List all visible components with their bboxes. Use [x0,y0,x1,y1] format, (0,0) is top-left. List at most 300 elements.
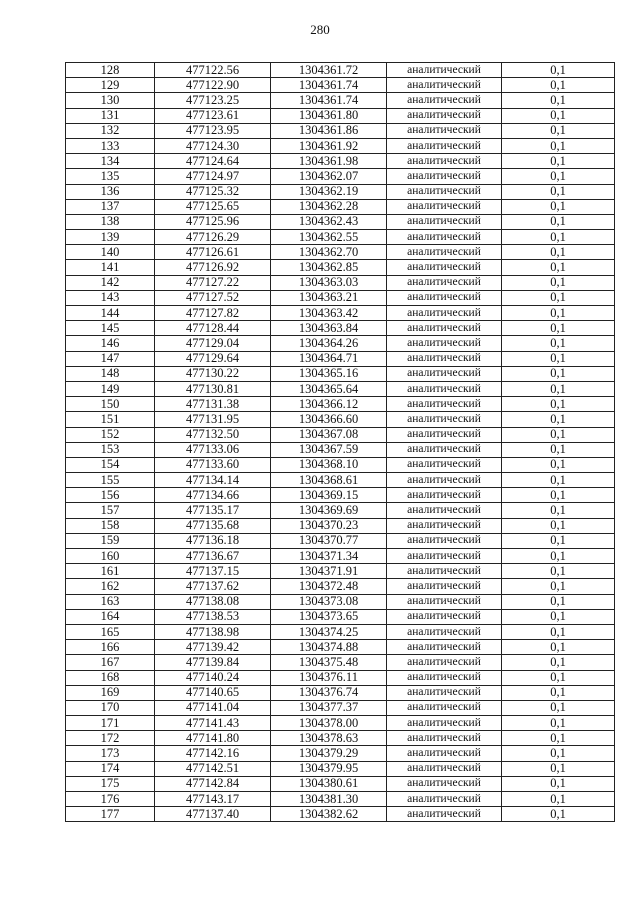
y-coordinate-cell: 1304362.85 [271,260,387,275]
x-coordinate-cell: 477131.95 [155,412,271,427]
method-cell: аналитический [387,154,502,169]
table-row [66,807,615,822]
accuracy-cell: 0,1 [502,533,615,548]
table-row [66,321,615,336]
x-coordinate-cell: 477130.22 [155,366,271,381]
accuracy-cell: 0,1 [502,290,615,305]
method-cell: аналитический [387,640,502,655]
point-number-cell: 173 [66,746,155,761]
table-row [66,533,615,548]
method-cell: аналитический [387,488,502,503]
point-number-cell: 167 [66,655,155,670]
accuracy-cell: 0,1 [502,245,615,260]
table-row [66,457,615,472]
point-number-cell: 168 [66,670,155,685]
method-cell: аналитический [387,351,502,366]
x-coordinate-cell: 477141.04 [155,700,271,715]
accuracy-cell: 0,1 [502,214,615,229]
y-coordinate-cell: 1304377.37 [271,700,387,715]
accuracy-cell: 0,1 [502,154,615,169]
y-coordinate-cell: 1304361.92 [271,138,387,153]
method-cell: аналитический [387,230,502,245]
table-row [66,230,615,245]
method-cell: аналитический [387,624,502,639]
accuracy-cell: 0,1 [502,336,615,351]
accuracy-cell: 0,1 [502,230,615,245]
method-cell: аналитический [387,746,502,761]
point-number-cell: 159 [66,533,155,548]
point-number-cell: 129 [66,78,155,93]
method-cell: аналитический [387,518,502,533]
method-cell: аналитический [387,761,502,776]
y-coordinate-cell: 1304374.88 [271,640,387,655]
y-coordinate-cell: 1304363.84 [271,321,387,336]
x-coordinate-cell: 477133.60 [155,457,271,472]
y-coordinate-cell: 1304370.23 [271,518,387,533]
table-row [66,199,615,214]
method-cell: аналитический [387,427,502,442]
table-row [66,214,615,229]
accuracy-cell: 0,1 [502,63,615,78]
method-cell: аналитический [387,594,502,609]
y-coordinate-cell: 1304365.64 [271,381,387,396]
accuracy-cell: 0,1 [502,579,615,594]
accuracy-cell: 0,1 [502,488,615,503]
point-number-cell: 137 [66,199,155,214]
x-coordinate-cell: 477129.64 [155,351,271,366]
y-coordinate-cell: 1304365.16 [271,366,387,381]
y-coordinate-cell: 1304371.34 [271,549,387,564]
accuracy-cell: 0,1 [502,655,615,670]
y-coordinate-cell: 1304371.91 [271,564,387,579]
accuracy-cell: 0,1 [502,381,615,396]
method-cell: аналитический [387,503,502,518]
table-row [66,609,615,624]
table-row [66,93,615,108]
coordinates-table-body [66,63,615,822]
method-cell: аналитический [387,214,502,229]
method-cell: аналитический [387,579,502,594]
accuracy-cell: 0,1 [502,716,615,731]
point-number-cell: 153 [66,442,155,457]
point-number-cell: 134 [66,154,155,169]
point-number-cell: 152 [66,427,155,442]
point-number-cell: 150 [66,397,155,412]
accuracy-cell: 0,1 [502,306,615,321]
point-number-cell: 142 [66,275,155,290]
y-coordinate-cell: 1304378.63 [271,731,387,746]
x-coordinate-cell: 477139.42 [155,640,271,655]
point-number-cell: 158 [66,518,155,533]
x-coordinate-cell: 477122.90 [155,78,271,93]
x-coordinate-cell: 477128.44 [155,321,271,336]
accuracy-cell: 0,1 [502,685,615,700]
x-coordinate-cell: 477130.81 [155,381,271,396]
point-number-cell: 135 [66,169,155,184]
y-coordinate-cell: 1304376.74 [271,685,387,700]
y-coordinate-cell: 1304361.86 [271,123,387,138]
table-row [66,716,615,731]
y-coordinate-cell: 1304368.10 [271,457,387,472]
point-number-cell: 149 [66,381,155,396]
table-row [66,761,615,776]
x-coordinate-cell: 477140.65 [155,685,271,700]
page-number: 280 [310,22,330,37]
method-cell: аналитический [387,670,502,685]
point-number-cell: 147 [66,351,155,366]
table-row [66,488,615,503]
point-number-cell: 143 [66,290,155,305]
accuracy-cell: 0,1 [502,169,615,184]
table-row [66,397,615,412]
point-number-cell: 156 [66,488,155,503]
accuracy-cell: 0,1 [502,776,615,791]
method-cell: аналитический [387,169,502,184]
accuracy-cell: 0,1 [502,518,615,533]
method-cell: аналитический [387,184,502,199]
point-number-cell: 161 [66,564,155,579]
method-cell: аналитический [387,609,502,624]
point-number-cell: 171 [66,716,155,731]
accuracy-cell: 0,1 [502,503,615,518]
accuracy-cell: 0,1 [502,351,615,366]
table-row [66,351,615,366]
y-coordinate-cell: 1304370.77 [271,533,387,548]
point-number-cell: 140 [66,245,155,260]
x-coordinate-cell: 477141.43 [155,716,271,731]
accuracy-cell: 0,1 [502,138,615,153]
y-coordinate-cell: 1304362.55 [271,230,387,245]
point-number-cell: 133 [66,138,155,153]
table-row [66,366,615,381]
accuracy-cell: 0,1 [502,549,615,564]
accuracy-cell: 0,1 [502,366,615,381]
table-row [66,685,615,700]
x-coordinate-cell: 477125.96 [155,214,271,229]
x-coordinate-cell: 477137.62 [155,579,271,594]
y-coordinate-cell: 1304361.80 [271,108,387,123]
accuracy-cell: 0,1 [502,78,615,93]
x-coordinate-cell: 477138.53 [155,609,271,624]
point-number-cell: 174 [66,761,155,776]
method-cell: аналитический [387,700,502,715]
method-cell: аналитический [387,776,502,791]
method-cell: аналитический [387,78,502,93]
table-row [66,746,615,761]
table-row [66,381,615,396]
y-coordinate-cell: 1304372.48 [271,579,387,594]
y-coordinate-cell: 1304364.26 [271,336,387,351]
method-cell: аналитический [387,63,502,78]
x-coordinate-cell: 477139.84 [155,655,271,670]
point-number-cell: 176 [66,792,155,807]
table-row [66,78,615,93]
x-coordinate-cell: 477142.84 [155,776,271,791]
y-coordinate-cell: 1304373.65 [271,609,387,624]
accuracy-cell: 0,1 [502,123,615,138]
table-row [66,138,615,153]
y-coordinate-cell: 1304369.69 [271,503,387,518]
method-cell: аналитический [387,138,502,153]
accuracy-cell: 0,1 [502,807,615,822]
x-coordinate-cell: 477134.66 [155,488,271,503]
table-row [66,594,615,609]
table-row [66,108,615,123]
method-cell: аналитический [387,564,502,579]
x-coordinate-cell: 477134.14 [155,473,271,488]
point-number-cell: 177 [66,807,155,822]
x-coordinate-cell: 477142.16 [155,746,271,761]
x-coordinate-cell: 477127.82 [155,306,271,321]
table-row [66,306,615,321]
method-cell: аналитический [387,412,502,427]
point-number-cell: 146 [66,336,155,351]
table-row [66,518,615,533]
table-row [66,579,615,594]
table-row [66,655,615,670]
method-cell: аналитический [387,655,502,670]
table-row [66,63,615,78]
method-cell: аналитический [387,336,502,351]
point-number-cell: 151 [66,412,155,427]
x-coordinate-cell: 477138.98 [155,624,271,639]
accuracy-cell: 0,1 [502,670,615,685]
y-coordinate-cell: 1304381.30 [271,792,387,807]
accuracy-cell: 0,1 [502,412,615,427]
accuracy-cell: 0,1 [502,640,615,655]
table-row [66,336,615,351]
y-coordinate-cell: 1304375.48 [271,655,387,670]
point-number-cell: 164 [66,609,155,624]
x-coordinate-cell: 477135.68 [155,518,271,533]
x-coordinate-cell: 477124.64 [155,154,271,169]
x-coordinate-cell: 477143.17 [155,792,271,807]
method-cell: аналитический [387,199,502,214]
point-number-cell: 128 [66,63,155,78]
accuracy-cell: 0,1 [502,731,615,746]
method-cell: аналитический [387,731,502,746]
table-row [66,123,615,138]
method-cell: аналитический [387,716,502,731]
table-row [66,169,615,184]
point-number-cell: 162 [66,579,155,594]
y-coordinate-cell: 1304363.21 [271,290,387,305]
method-cell: аналитический [387,321,502,336]
x-coordinate-cell: 477126.61 [155,245,271,260]
x-coordinate-cell: 477124.97 [155,169,271,184]
x-coordinate-cell: 477141.80 [155,731,271,746]
x-coordinate-cell: 477137.40 [155,807,271,822]
table-row [66,412,615,427]
y-coordinate-cell: 1304363.42 [271,306,387,321]
x-coordinate-cell: 477138.08 [155,594,271,609]
x-coordinate-cell: 477125.32 [155,184,271,199]
y-coordinate-cell: 1304382.62 [271,807,387,822]
x-coordinate-cell: 477126.29 [155,230,271,245]
y-coordinate-cell: 1304362.28 [271,199,387,214]
accuracy-cell: 0,1 [502,321,615,336]
accuracy-cell: 0,1 [502,473,615,488]
accuracy-cell: 0,1 [502,761,615,776]
table-row [66,670,615,685]
point-number-cell: 139 [66,230,155,245]
x-coordinate-cell: 477123.61 [155,108,271,123]
point-number-cell: 163 [66,594,155,609]
accuracy-cell: 0,1 [502,260,615,275]
x-coordinate-cell: 477126.92 [155,260,271,275]
point-number-cell: 169 [66,685,155,700]
y-coordinate-cell: 1304373.08 [271,594,387,609]
method-cell: аналитический [387,442,502,457]
table-row [66,245,615,260]
table-row [66,290,615,305]
point-number-cell: 145 [66,321,155,336]
method-cell: аналитический [387,792,502,807]
x-coordinate-cell: 477123.95 [155,123,271,138]
y-coordinate-cell: 1304361.72 [271,63,387,78]
method-cell: аналитический [387,290,502,305]
x-coordinate-cell: 477127.52 [155,290,271,305]
point-number-cell: 141 [66,260,155,275]
y-coordinate-cell: 1304363.03 [271,275,387,290]
table-row [66,427,615,442]
y-coordinate-cell: 1304362.19 [271,184,387,199]
point-number-cell: 144 [66,306,155,321]
table-row [66,154,615,169]
point-number-cell: 166 [66,640,155,655]
accuracy-cell: 0,1 [502,624,615,639]
method-cell: аналитический [387,457,502,472]
accuracy-cell: 0,1 [502,108,615,123]
accuracy-cell: 0,1 [502,275,615,290]
x-coordinate-cell: 477122.56 [155,63,271,78]
table-row [66,549,615,564]
x-coordinate-cell: 477137.15 [155,564,271,579]
y-coordinate-cell: 1304367.59 [271,442,387,457]
point-number-cell: 155 [66,473,155,488]
method-cell: аналитический [387,533,502,548]
table-row [66,260,615,275]
point-number-cell: 165 [66,624,155,639]
y-coordinate-cell: 1304379.95 [271,761,387,776]
table-row [66,640,615,655]
x-coordinate-cell: 477132.50 [155,427,271,442]
accuracy-cell: 0,1 [502,199,615,214]
accuracy-cell: 0,1 [502,442,615,457]
point-number-cell: 154 [66,457,155,472]
method-cell: аналитический [387,366,502,381]
y-coordinate-cell: 1304366.12 [271,397,387,412]
y-coordinate-cell: 1304364.71 [271,351,387,366]
method-cell: аналитический [387,260,502,275]
method-cell: аналитический [387,685,502,700]
method-cell: аналитический [387,807,502,822]
point-number-cell: 175 [66,776,155,791]
table-row [66,184,615,199]
y-coordinate-cell: 1304376.11 [271,670,387,685]
x-coordinate-cell: 477124.30 [155,138,271,153]
method-cell: аналитический [387,397,502,412]
x-coordinate-cell: 477136.18 [155,533,271,548]
x-coordinate-cell: 477127.22 [155,275,271,290]
method-cell: аналитический [387,473,502,488]
method-cell: аналитический [387,245,502,260]
x-coordinate-cell: 477142.51 [155,761,271,776]
y-coordinate-cell: 1304368.61 [271,473,387,488]
x-coordinate-cell: 477140.24 [155,670,271,685]
method-cell: аналитический [387,275,502,290]
y-coordinate-cell: 1304379.29 [271,746,387,761]
table-row [66,473,615,488]
y-coordinate-cell: 1304374.25 [271,624,387,639]
accuracy-cell: 0,1 [502,184,615,199]
point-number-cell: 148 [66,366,155,381]
point-number-cell: 131 [66,108,155,123]
accuracy-cell: 0,1 [502,397,615,412]
x-coordinate-cell: 477135.17 [155,503,271,518]
point-number-cell: 172 [66,731,155,746]
method-cell: аналитический [387,108,502,123]
x-coordinate-cell: 477123.25 [155,93,271,108]
point-number-cell: 130 [66,93,155,108]
y-coordinate-cell: 1304367.08 [271,427,387,442]
method-cell: аналитический [387,549,502,564]
accuracy-cell: 0,1 [502,746,615,761]
accuracy-cell: 0,1 [502,564,615,579]
table-row [66,442,615,457]
table-row [66,700,615,715]
table-row [66,624,615,639]
y-coordinate-cell: 1304362.07 [271,169,387,184]
y-coordinate-cell: 1304361.98 [271,154,387,169]
table-row [66,792,615,807]
x-coordinate-cell: 477136.67 [155,549,271,564]
table-row [66,503,615,518]
accuracy-cell: 0,1 [502,609,615,624]
method-cell: аналитический [387,123,502,138]
accuracy-cell: 0,1 [502,700,615,715]
point-number-cell: 132 [66,123,155,138]
point-number-cell: 170 [66,700,155,715]
y-coordinate-cell: 1304362.70 [271,245,387,260]
y-coordinate-cell: 1304361.74 [271,78,387,93]
x-coordinate-cell: 477133.06 [155,442,271,457]
y-coordinate-cell: 1304369.15 [271,488,387,503]
table-row [66,275,615,290]
table-row [66,776,615,791]
accuracy-cell: 0,1 [502,457,615,472]
coordinates-table [65,62,615,822]
y-coordinate-cell: 1304366.60 [271,412,387,427]
y-coordinate-cell: 1304378.00 [271,716,387,731]
y-coordinate-cell: 1304361.74 [271,93,387,108]
point-number-cell: 157 [66,503,155,518]
table-row [66,564,615,579]
method-cell: аналитический [387,306,502,321]
x-coordinate-cell: 477125.65 [155,199,271,214]
x-coordinate-cell: 477131.38 [155,397,271,412]
point-number-cell: 138 [66,214,155,229]
accuracy-cell: 0,1 [502,792,615,807]
accuracy-cell: 0,1 [502,427,615,442]
accuracy-cell: 0,1 [502,594,615,609]
table-row [66,731,615,746]
point-number-cell: 136 [66,184,155,199]
method-cell: аналитический [387,93,502,108]
y-coordinate-cell: 1304362.43 [271,214,387,229]
method-cell: аналитический [387,381,502,396]
point-number-cell: 160 [66,549,155,564]
